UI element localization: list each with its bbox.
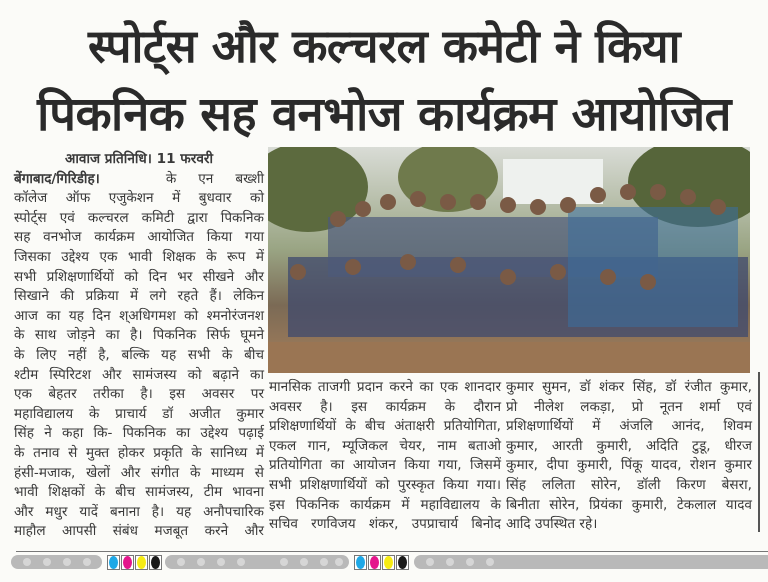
strip-bar [11, 555, 102, 569]
dateline: आवाज प्रतिनिधि। 11 फरवरी [65, 151, 213, 167]
magenta-swatch [368, 555, 381, 570]
text-line: अवसर है। इस कार्यक्रम के दौरान [269, 398, 501, 415]
text-line: सभी प्रशिक्षणार्थियों को पुरस्कृत किया गया। [269, 476, 501, 493]
text-line: एकल गान, म्यूजिकल चेयर, नाम बताओ [269, 437, 501, 454]
text-line: और मधुर यादें बनाना है। यह अनौपचारिक [14, 503, 264, 520]
text-line: के एन बख्शी [165, 170, 264, 187]
text-line: के साथ जोड़ने का है। पिकनिक सिर्फ घूमने [14, 327, 264, 344]
text-line: स्पोर्ट्स एवं कल्चरल कमिटी द्वारा पिकनिक [14, 209, 264, 226]
text-line: माहौल आपसी संबंध मजबूत करने और [14, 523, 264, 540]
text-line: के तनाव से मुक्त होकर प्रकृति के सानिध्य में [14, 444, 264, 461]
text-line: श्टीम स्पिरिटश और सामंजस्य को बढ़ाने का [14, 366, 264, 383]
text-line: कॉलेज ऑफ एजुकेशन में बुधवार को [14, 190, 264, 207]
text-line: के लिए नहीं है, बल्कि यह सभी के बीच [14, 346, 264, 363]
text-line: प्रशिक्षणार्थियों में अंजलि आनंद, शिवम [506, 418, 752, 435]
text-line: प्रो नीलेश लकड़ा, प्रो नूतन शर्मा एवं [506, 398, 752, 415]
text-line: कुमार, दीपा कुमारी, पिंकू यादव, रोशन कुमार [506, 457, 752, 474]
text-line: सह वनभोज कार्यक्रम आयोजित किया गया [14, 229, 264, 246]
page-rule [16, 551, 768, 552]
cyan-swatch [354, 555, 367, 570]
strip-bar [165, 555, 349, 569]
magenta-swatch [121, 555, 134, 570]
article-column-2 [269, 378, 501, 535]
ground [268, 342, 750, 373]
text-line: बिनीता सोरेन, प्रियंका कुमारी, टेकलाल यादव [506, 496, 752, 513]
text-line: सचिव रणविजय शंकर, उपप्राचार्य बिनोद [269, 516, 501, 533]
text-line: आज का यह दिन श्अधिगमश को श्मनोरंजनश [14, 307, 264, 324]
text-line: जिसका उद्देश्य एक भावी शिक्षक के रूप में [14, 248, 264, 265]
first-paragraph-line [14, 170, 264, 190]
text-line: मानसिक ताजगी प्रदान करने का एक शानदार [269, 379, 501, 395]
black-swatch [396, 555, 409, 570]
text-line: प्रतियोगिता का आयोजन किया गया, जिसमें [269, 457, 501, 474]
text-line: सिखाने की प्रक्रिया में लगे रहते हैं। लेकिन [14, 288, 264, 305]
column-rule [758, 372, 760, 532]
text-line: सिंह ललिता सोरेन, डॉली किरण बेसरा, [506, 476, 752, 493]
article-column-3 [506, 378, 752, 535]
black-swatch [149, 555, 162, 570]
text-line: सिंह ने कहा कि- पिकनिक का उद्देश्य पढ़ाई [14, 425, 264, 442]
text-line: कुमार सुमन, डॉ शंकर सिंह, डॉ रंजीत कुमार, [506, 379, 752, 395]
yellow-swatch [382, 555, 395, 570]
cyan-swatch [107, 555, 120, 570]
text-line: आदि उपस्थित रहे। [506, 516, 598, 533]
text-line: प्रशिक्षणार्थियों के बीच अंताक्षरी प्रतियोगिता, [269, 418, 501, 435]
group-photo [268, 147, 750, 373]
place-name: बेंगाबाद/गिरिडीह। [14, 170, 100, 187]
article-column-1 [14, 150, 264, 542]
headline-line-2: पिकनिक सह वनभोज कार्यक्रम आयोजित [37, 87, 731, 142]
text-line: भावी शिक्षकों के बीच सामंजस्य, टीम भावना [14, 484, 264, 501]
text-line: इस पिकनिक कार्यक्रम में महाविद्यालय के [269, 496, 501, 513]
text-line: कुमार, आरती कुमारी, अदिति टुडू, धीरज [506, 437, 752, 454]
text-line: हंसी-मजाक, खेलों और संगीत के माध्यम से [14, 464, 264, 481]
text-line: एक बेहतर तरीका है। इस अवसर पर [14, 386, 264, 403]
text-line: सभी प्रशिक्षणार्थियों को दिन भर सीखने और [14, 268, 264, 285]
banner [503, 159, 603, 204]
text-line: महाविद्यालय के प्राचार्य डॉ अजीत कुमार [14, 405, 264, 422]
headline-line-1: स्पोर्ट्स और कल्चरल कमेटी ने किया [87, 19, 680, 73]
yellow-swatch [135, 555, 148, 570]
strip-bar [414, 555, 768, 569]
